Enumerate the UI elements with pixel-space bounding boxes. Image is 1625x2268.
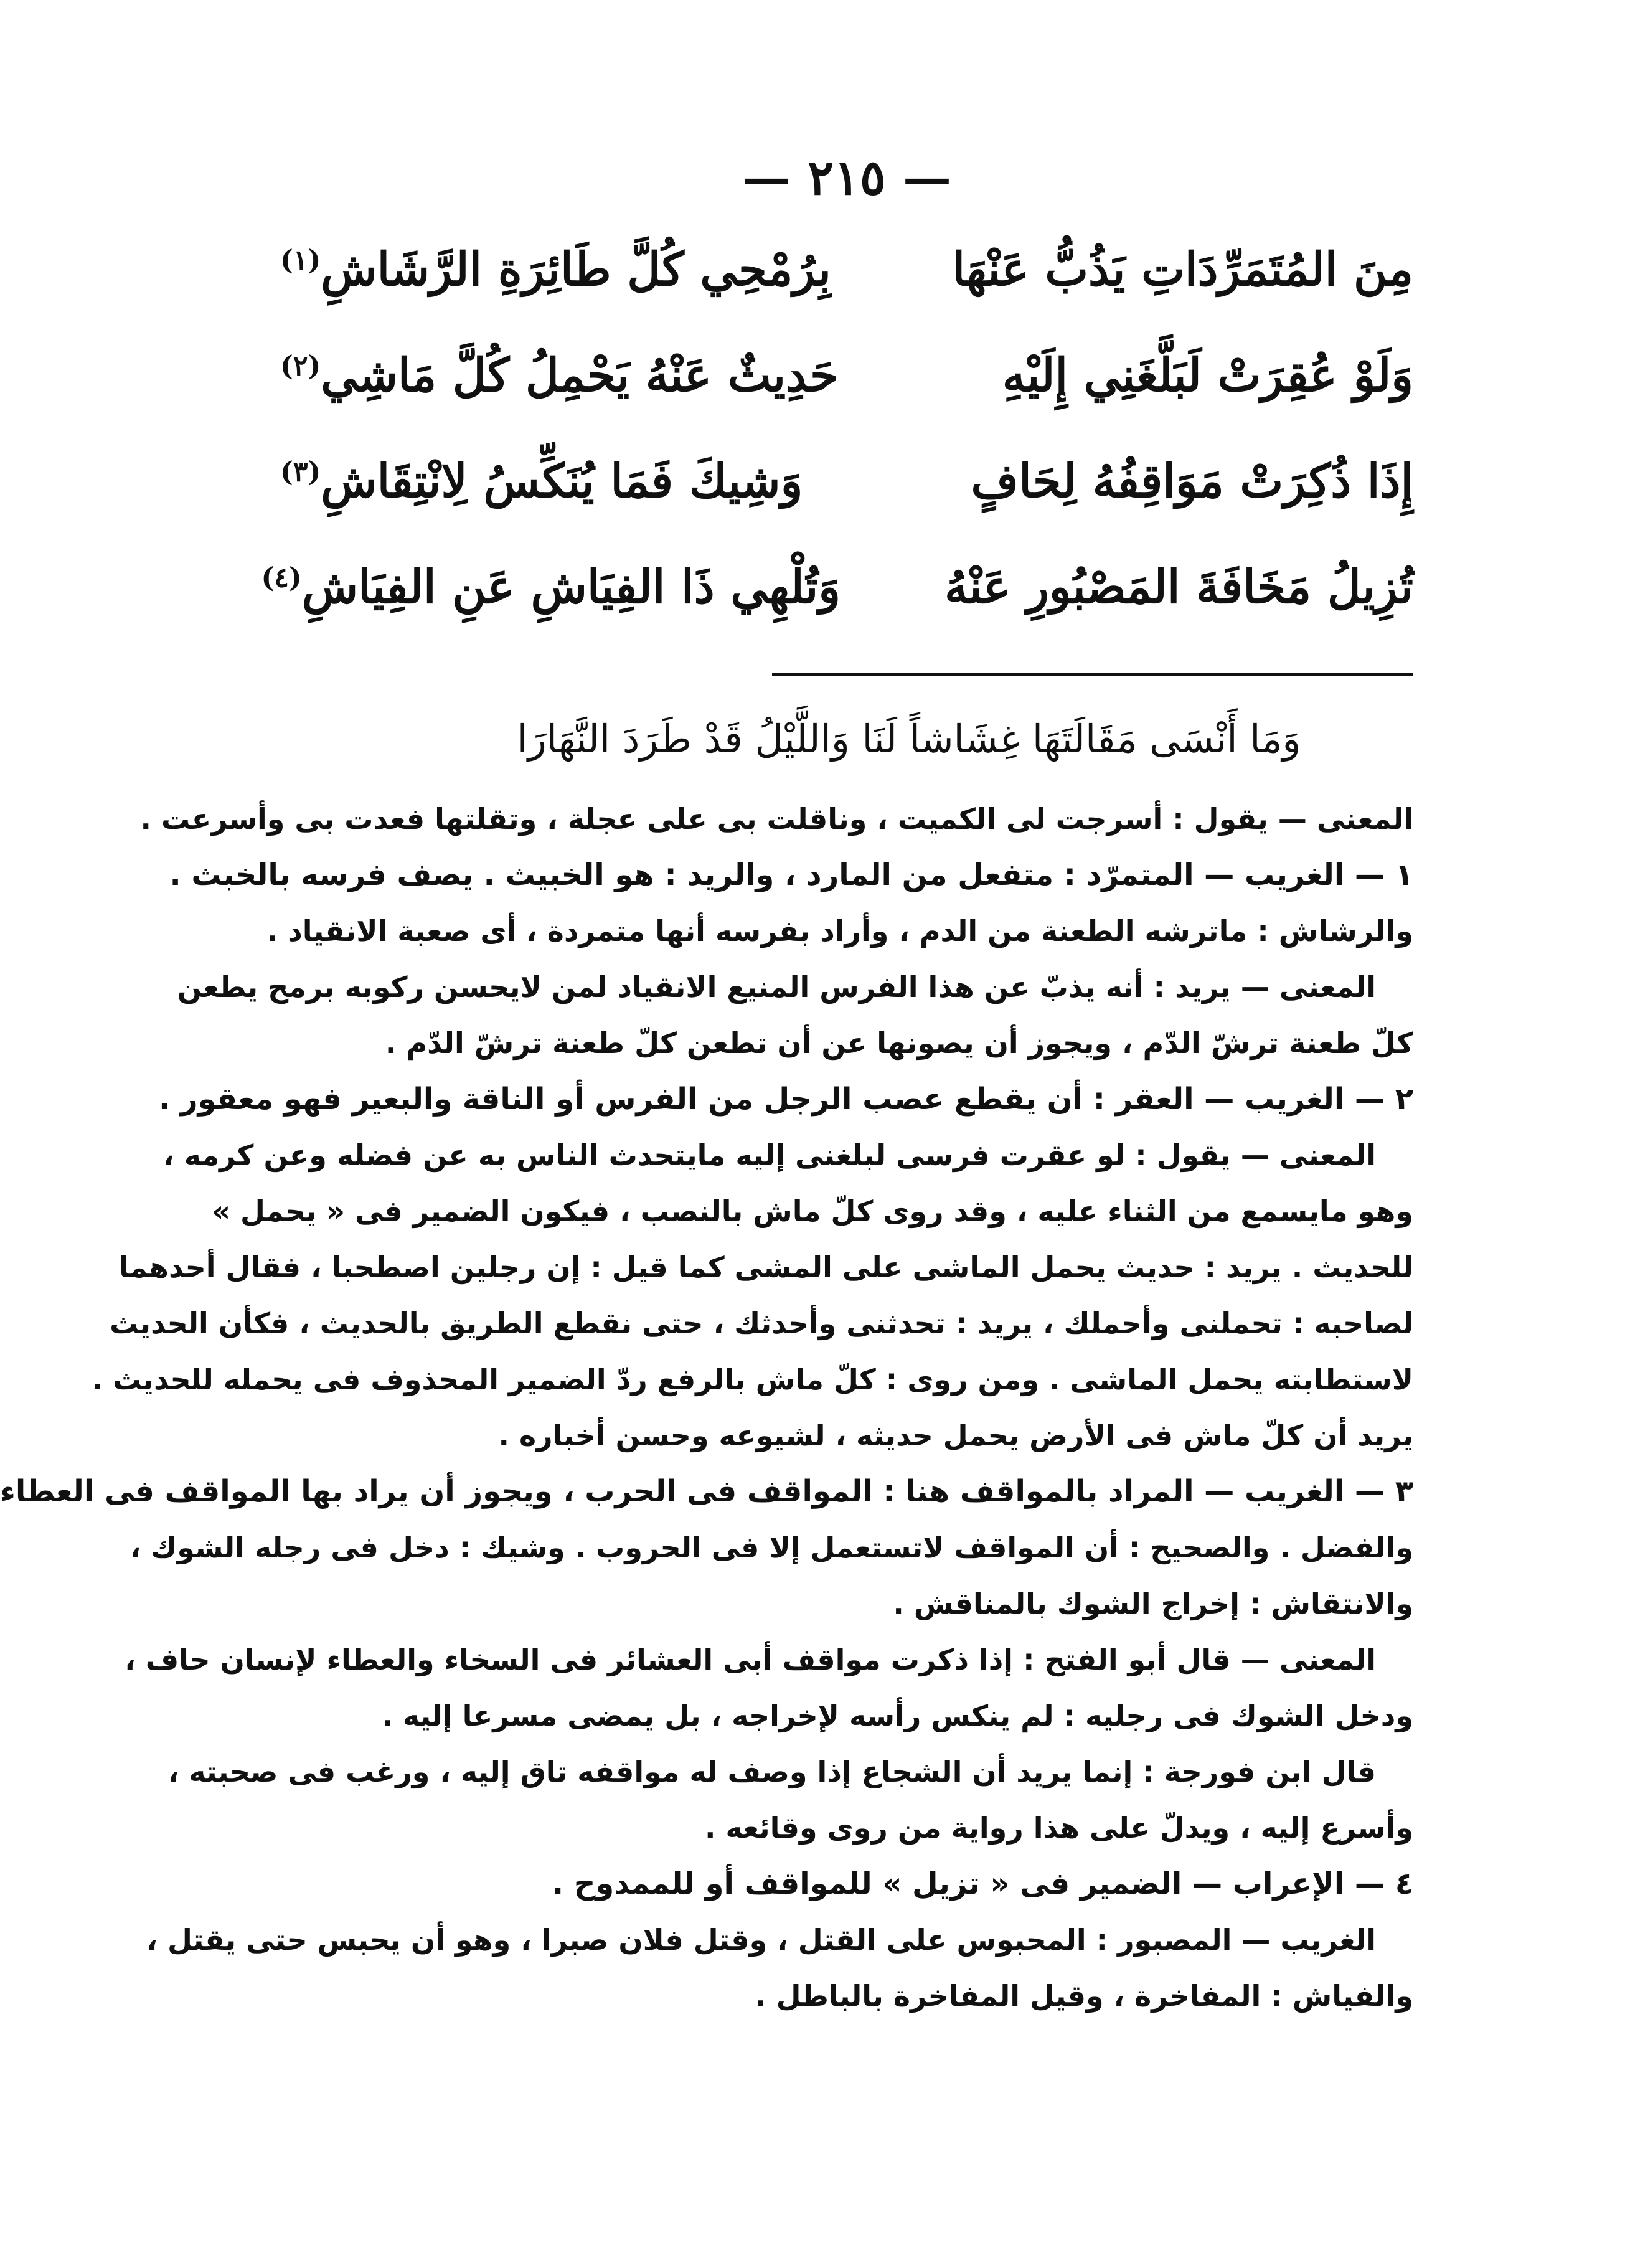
verse-second-hemistich xyxy=(261,560,841,614)
commentary-line: كلّ طعنة ترشّ الدّم ، ويجوز أن يصونها عن أن تطعن كلّ طعنة ترشّ الدّم . xyxy=(385,1026,1413,1060)
verse-second-hemistich xyxy=(280,455,841,508)
verse-second-text: وَتُلْهِي ذَا الفِيَاشِ عَنِ الفِيَاشِ xyxy=(301,560,841,614)
verse-second-hemistich xyxy=(280,349,841,402)
commentary-line: يريد أن كلّ ماش فى الأرض يحمل حديثه ، لشيوعه وحسن أخباره . xyxy=(498,1419,1413,1452)
commentary-line: والانتقاش : إخراج الشوك بالمناقش . xyxy=(893,1587,1413,1620)
commentary-line: للحديث . يريد : حديث يحمل الماشى على المشى كما قيل : إن رجلين اصطحبا ، فقال أحدهما xyxy=(119,1250,1413,1284)
footnote-marker: (١) xyxy=(280,244,321,276)
commentary-line: الغريب — المصبور : المحبوس على القتل ، وقتل فلان صبرا ، وهو أن يحبس حتى يقتل ، xyxy=(146,1923,1376,1957)
footnote-marker: (٣) xyxy=(280,456,321,488)
footnote-marker: (٤) xyxy=(261,562,302,594)
verse-first-hemistich: إِذَا ذُكِرَتْ مَوَاقِفُهُ لِحَافٍ xyxy=(971,455,1413,508)
commentary-line: المعنى — يريد : أنه يذبّ عن هذا الفرس المنيع الانقياد لمن لايحسن ركوبه برمح يطعن xyxy=(177,970,1376,1004)
page-number: — ٢١٥ — xyxy=(742,149,951,206)
commentary-line: المعنى — قال أبو الفتح : إذا ذكرت مواقف أبى العشائر فى السخاء والعطاء لإنسان حاف ، xyxy=(125,1643,1376,1676)
verse-row xyxy=(280,243,1413,349)
verse-second-text: وَشِيكَ فَمَا يُنَكِّسُ لِانْتِقَاشِ xyxy=(321,455,803,508)
verse-first-hemistich: تُزِيلُ مَخَافَةَ المَصْبُورِ عَنْهُ xyxy=(944,560,1413,614)
commentary-line: ٤ — الإعراب — الضمير فى « تزيل » للمواقف أو للممدوح . xyxy=(552,1866,1413,1901)
commentary-line: لاستطابته يحمل الماشى . ومن روى : كلّ ماش بالرفع ردّ الضمير المحذوف فى يحمله للحديث . xyxy=(92,1363,1413,1396)
commentary-line: ٣ — الغريب — المراد بالمواقف هنا : المواقف فى الحرب ، ويجوز أن يراد بها المواقف فى العطاء xyxy=(0,1474,1413,1509)
poem-verses xyxy=(261,243,1413,666)
commentary-line: وهو مايسمع من الثناء عليه ، وقد روى كلّ ماش بالنصب ، فيكون الضمير فى « يحمل » xyxy=(212,1194,1413,1228)
commentary-line: ودخل الشوك فى رجليه : لم ينكس رأسه لإخراجه ، بل يمضى مسرعا إليه . xyxy=(382,1699,1413,1732)
commentary-notes xyxy=(0,791,1413,2024)
commentary-line: ١ — الغريب — المتمرّد : متفعل من المارد ، والريد : هو الخبيث . يصف فرسه بالخبث . xyxy=(169,858,1413,892)
commentary-line: والرشاش : ماترشه الطعنة من الدم ، وأراد بفرسه أنها متمردة ، أى صعبة الانقياد . xyxy=(266,914,1413,948)
verse-second-hemistich xyxy=(280,243,841,296)
commentary-line: قال ابن فورجة : إنما يريد أن الشجاع إذا وصف له مواقفه تاق إليه ، ورغب فى صحبته ، xyxy=(167,1755,1376,1788)
verse-second-text: بِرُمْحِي كُلَّ طَائِرَةِ الرَّشَاشِ xyxy=(321,243,831,296)
verse-row xyxy=(280,349,1413,455)
footnote-marker: (٢) xyxy=(280,350,321,382)
commentary-line: المعنى — يقول : لو عقرت فرسى لبلغنى إليه مايتحدث الناس به عن فضله وعن كرمه ، xyxy=(163,1138,1376,1172)
verse-row xyxy=(261,560,1413,666)
commentary-line: ٢ — الغريب — العقر : أن يقطع عصب الرجل من الفرس أو الناقة والبعير فهو معقور . xyxy=(159,1082,1413,1117)
quoted-verse: وَمَا أَنْسَى مَقَالَتَهَا غِشَاشاً لَنَا وَاللَّيْلُ قَدْ طَرَدَ النَّهَارَا xyxy=(517,716,1301,762)
verse-row xyxy=(280,455,1413,560)
section-divider xyxy=(772,673,1413,676)
commentary-line: لصاحبه : تحملنى وأحملك ، يريد : تحدثنى وأحدثك ، حتى نقطع الطريق بالحديث ، فكأن الحديث xyxy=(110,1306,1413,1340)
commentary-line: والفضل . والصحيح : أن المواقف لاتستعمل إلا فى الحروب . وشيك : دخل فى رجله الشوك ، xyxy=(130,1531,1413,1564)
commentary-line: وأسرع إليه ، ويدلّ على هذا رواية من روى وقائعه . xyxy=(704,1811,1413,1845)
commentary-line: والفياش : المفاخرة ، وقيل المفاخرة بالباطل . xyxy=(755,1979,1413,2013)
verse-first-hemistich: مِنَ المُتَمَرِّدَاتِ يَذُبُّ عَنْهَا xyxy=(952,243,1413,296)
verse-first-hemistich: وَلَوْ عُقِرَتْ لَبَلَّغَنِي إِلَيْهِ xyxy=(1002,349,1413,402)
verse-second-text: حَدِيثٌ عَنْهُ يَحْمِلُ كُلَّ مَاشِي xyxy=(321,349,839,402)
commentary-line: المعنى — يقول : أسرجت لى الكميت ، وناقلت بى على عجلة ، وتقلتها فعدت بى وأسرعت . xyxy=(140,802,1413,836)
